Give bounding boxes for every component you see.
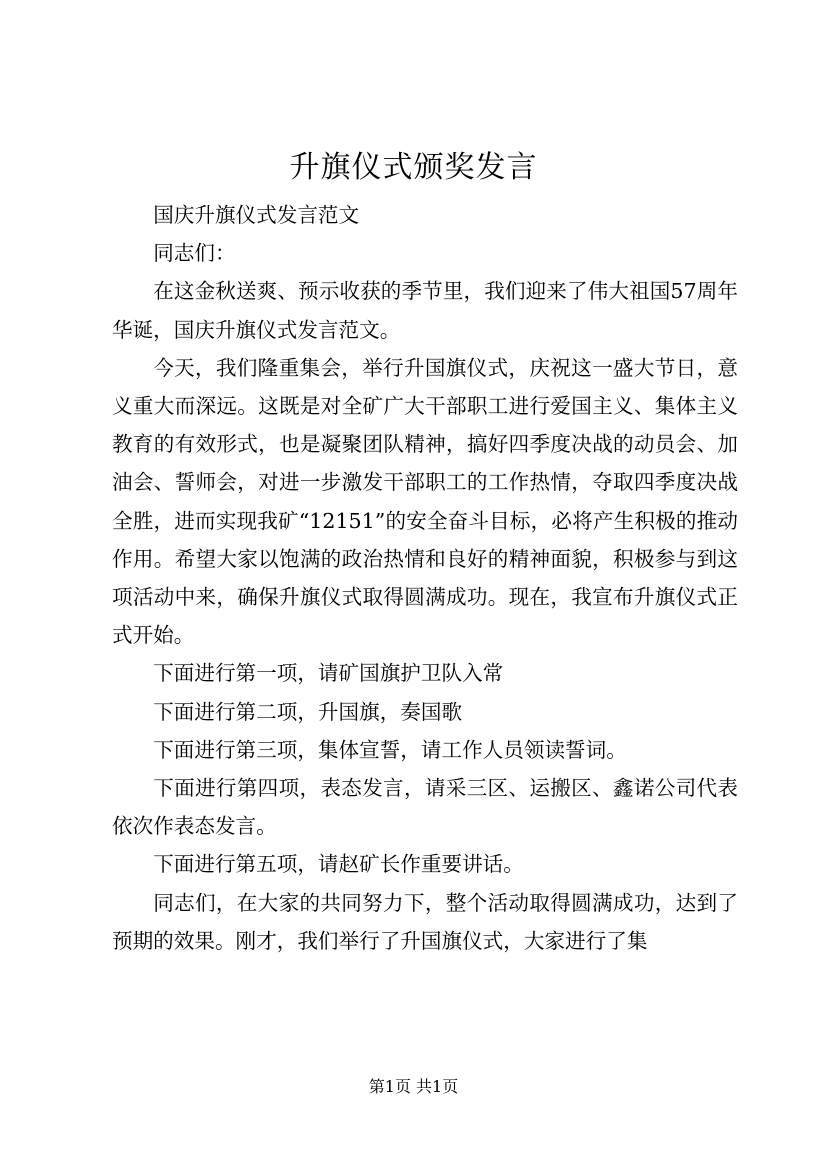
paragraph: 下面进行第五项，请赵矿长作重要讲话。 <box>153 852 524 877</box>
paragraph: 今天，我们隆重集会，举行升国旗仪式，庆祝这一盛大节日，意义重大而深远。这既是对全矿广大干部职工进行爱国主义、集体主义教育的有效形式，也是凝聚团队精神，搞好四季度决战的动员会、加油会、誓师会，对进一步激发干部职工的工作热情，夺取四季度决战全胜，进而实现我矿“12151”的安全奋斗目标，必将产生积极的推动作用。希望大家以饱满的政治热情和良好的精神面貌，积极参与到这项活动中来，确保升旗仪式取得圆满成功。现在，我宣布升旗仪式正式开始。 <box>112 355 738 648</box>
page-footer: 第1页 共1页 <box>368 1077 459 1096</box>
paragraph: 下面进行第二项，升国旗，奏国歌 <box>153 699 463 724</box>
paragraph: 同志们，在大家的共同努力下，整个活动取得圆满成功，达到了预期的效果。刚才，我们举行了升国旗仪式，大家进行了集 <box>112 890 738 953</box>
paragraph: 下面进行第三项，集体宣誓，请工作人员领读誓词。 <box>153 737 627 762</box>
paragraph: 下面进行第四项，表态发言，请采三区、运搬区、鑫诺公司代表依次作表态发言。 <box>112 776 738 839</box>
paragraph: 国庆升旗仪式发言范文 <box>153 203 360 227</box>
paragraph: 在这金秋送爽、预示收获的季节里，我们迎来了伟大祖国57周年华诞，国庆升旗仪式发言范文。 <box>112 279 738 342</box>
paragraph: 同志们： <box>153 241 236 266</box>
document-body <box>112 196 738 960</box>
paragraph: 下面进行第一项，请矿国旗护卫队入常 <box>153 661 504 686</box>
document-title: 升旗仪式颁奖发言 <box>289 150 538 185</box>
